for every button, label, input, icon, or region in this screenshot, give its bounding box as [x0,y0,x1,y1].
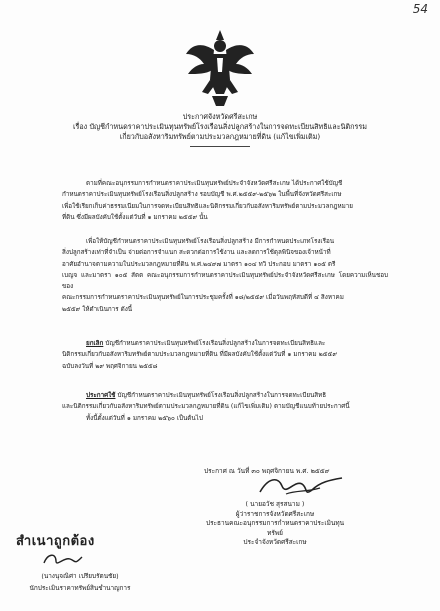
p2-line: เพื่อให้บัญชีกำหนดราคาประเมินทุนทรัพย์โรงเรือนสิ่งปลูกสร้าง มีการกำหนดประเภทโรงเรือน [86,238,335,245]
governor-signature-icon [256,470,346,500]
p1-line: กำหนดราคาประเมินทุนทรัพย์โรงเรือนสิ่งปลูกสร้าง รอบบัญชี พ.ศ.๒๕๕๙-๒๕๖๒ ในพื้นที่จังหวัดศรีสะเกษ [62,191,342,199]
paragraph-2 [62,236,388,315]
signatory-name: ( นายอวัช สุรสนาม ) [245,500,305,508]
p3-line: บัญชีกำหนดราคาประเมินทุนทรัพย์โรงเรือนสิ่งปลูกสร้างในการจดทะเบียนสิทธิและ [103,340,326,347]
p3-line: นิติกรรมเกี่ยวกับอสังหาริมทรัพย์ตามประมวลกฎหมายที่ดิน ที่มีผลบังคับใช้ตั้งแต่วันที่ ๑ มกราคม ๒๕๕๙ [62,351,337,359]
p2-line: อาศัยอำนาจตามความในประมวลกฎหมายที่ดิน พ.ศ.๒๔๙๗ มาตรา ๑๐๔ ทวิ ประกอบ มาตรา ๑๐๕ ตรี [62,260,336,268]
page-number: 54 [412,2,428,16]
p1-line: ที่ดิน ซึ่งมีผลบังคับใช้ตั้งแต่วันที่ ๑ มกราคม ๒๕๕๙ นั้น [62,213,208,221]
signature-block [200,500,350,548]
paragraph-1 [62,178,388,223]
announce-date: ประกาศ ณ วันที่ ๓๐ พฤศจิกายน พ.ศ. ๒๕๕๙ [204,467,330,475]
p4-line: และนิติกรรมเกี่ยวกับอสังหาริมทรัพย์ตามประมวลกฎหมายที่ดิน (แก้ไขเพิ่มเติม) ตามบัญชีแนบท้ายประกาศนี้ [62,403,350,411]
certifier-name: (นางนุจณิศา เปรียบรัตนชัย) [41,572,119,580]
certifier-signature-icon [40,549,86,569]
p1-line: ตามที่คณะอนุกรรมการกำหนดราคาประเมินทุนทรัพย์ประจำจังหวัดศรีสะเกษ ได้ประกาศใช้บัญชี [86,180,343,187]
signatory-position: ผู้ว่าราชการจังหวัดศรีสะเกษ [235,509,315,518]
certified-copy-label: สำเนาถูกต้อง [16,534,95,549]
p3-line: ฉบับลงวันที่ ๒๙ พฤศจิกายน ๒๕๕๘ [62,362,158,370]
p2-line: สิ่งปลูกสร้างเท่าที่จำเป็น จ่ายต่อการจำแนก สะดวกต่อการใช้งาน และลดการใช้ดุลพินิจของเจ้าหน้าที่ [62,249,331,257]
announce-lead: ประกาศใช้ [86,392,116,399]
garuda-emblem-icon [184,24,256,108]
subject-line-1: เรื่อง บัญชีกำหนดราคาประเมินทุนทรัพย์โรงเรือนสิ่งปลูกสร้างในการจดทะเบียนสิทธิและนิติกรรม [73,122,367,131]
p2-line: เบญจ และมาตรา ๑๐๕ สัตต คณะอนุกรรมการกำหนดราคาประเมินทุนทรัพย์ประจำจังหวัดศรีสะเกษ โดยความเห็นชอบของ [62,271,388,291]
paragraph-4 [62,390,388,424]
signatory-role-line-2: ประจำจังหวัดศรีสะเกษ [243,538,307,547]
signatory-role-line-1: ประธานคณะอนุกรรมการกำหนดราคาประเมินทุนทรัพย์ [205,519,345,537]
p2-line: คณะกรรมการกำหนดราคาประเมินทุนทรัพย์ในการประชุมครั้งที่ ๑๘/๒๕๕๙ เมื่อวันพฤหัสบดีที่ ๔ สิงหาคม [62,294,344,302]
cancel-lead: ยกเลิก [86,340,104,347]
p1-line: เพื่อใช้เรียกเก็บค่าธรรมเนียมในการจดทะเบียนสิทธิและนิติกรรมเกี่ยวกับอสังหาริมทรัพย์ตามประมวลกฎหมาย [62,202,353,210]
p3-first-line [62,338,388,349]
subject-line-2: เกี่ยวกับอสังหาริมทรัพย์ตามประมวลกฎหมายที่ดิน (แก้ไขเพิ่มเติม) [119,132,321,141]
p2-line: ๒๕๕๙ ให้ดำเนินการ ดังนี้ [62,305,133,313]
p4-line: บัญชีกำหนดราคาประเมินทุนทรัพย์โรงเรือนสิ่งปลูกสร้างในการจดทะเบียนสิทธิ [115,392,327,399]
certifier-position: นักประเมินราคาทรัพย์สินชำนาญการ [29,584,131,592]
p4-first-line [62,390,388,401]
paragraph-3 [62,338,388,372]
effective-date-line: ทั้งนี้ตั้งแต่วันที่ ๑ มกราคม ๒๕๖๐ เป็นต้นไป [86,414,203,422]
issuer-heading: ประกาศจังหวัดศรีสะเกษ [182,112,258,121]
title-divider [190,146,250,147]
